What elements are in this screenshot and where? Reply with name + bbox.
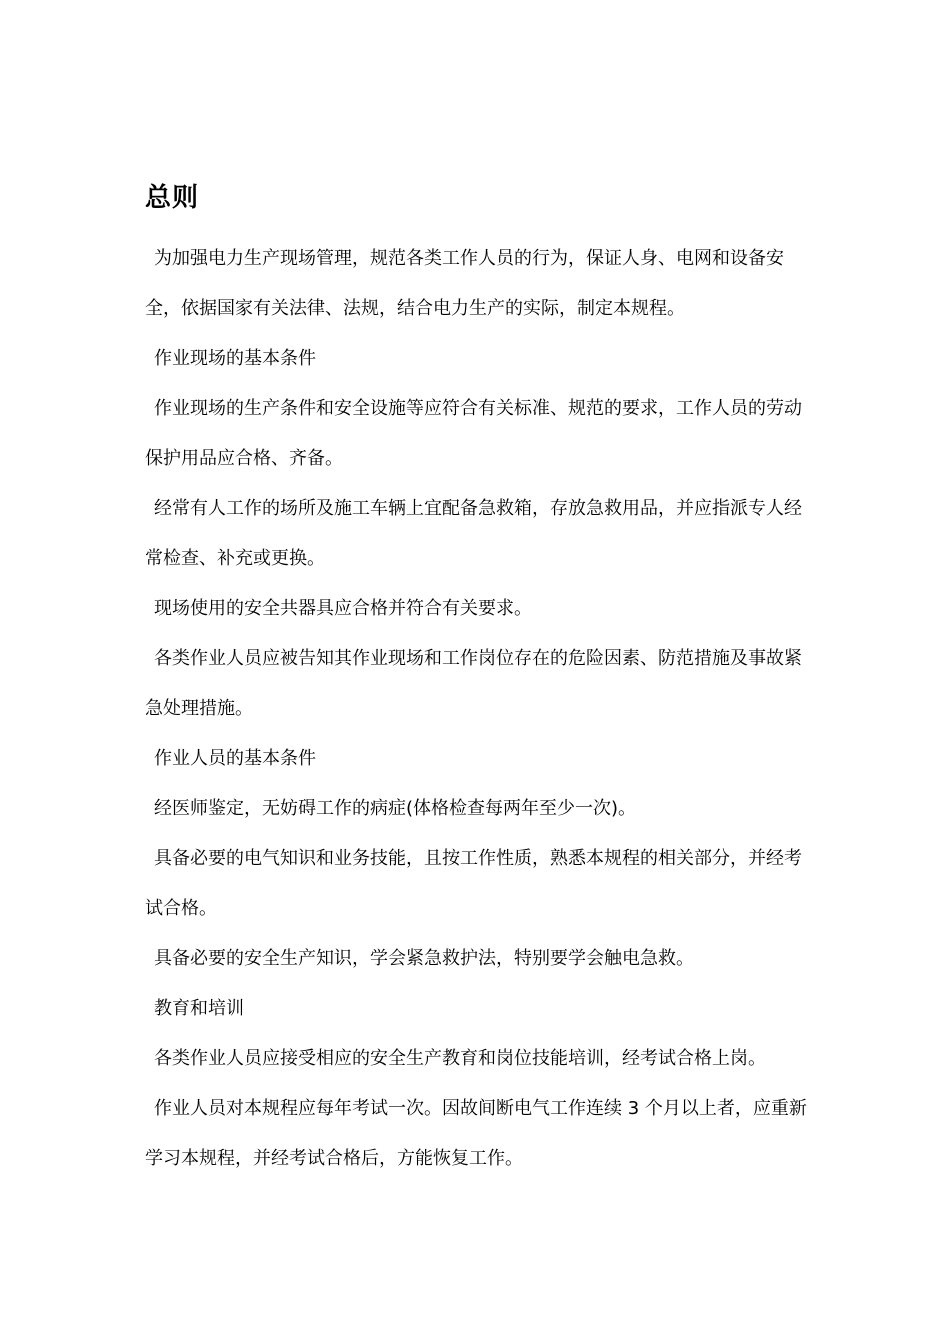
section-heading-training: 教育和培训 xyxy=(154,998,244,1019)
paragraph-training-requirement: 各类作业人员应接受相应的安全生产教育和岗位技能培训，经考试合格上岗。 xyxy=(154,1048,766,1069)
paragraph-first-aid-kit: 经常有人工作的场所及施工车辆上宜配备急救箱，存放急救用品，并应指派专人经常检查、补充或更换。 xyxy=(145,498,802,569)
paragraph-purpose: 为加强电力生产现场管理，规范各类工作人员的行为，保证人身、电网和设备安全，依据国家有关法律、法规，结合电力生产的实际，制定本规程。 xyxy=(145,248,784,319)
section-heading-site-conditions: 作业现场的基本条件 xyxy=(154,348,316,369)
section-heading-personnel-conditions: 作业人员的基本条件 xyxy=(154,748,316,769)
paragraph-annual-exam: 作业人员对本规程应每年考试一次。因故间断电气工作连续 3 个月以上者，应重新学习本规程，并经考试合格后，方能恢复工作。 xyxy=(145,1098,807,1169)
document-body xyxy=(145,234,810,1184)
paragraph-safety-knowledge: 具备必要的安全生产知识，学会紧急救护法，特别要学会触电急救。 xyxy=(154,948,694,969)
paragraph-site-facilities: 作业现场的生产条件和安全设施等应符合有关标准、规范的要求，工作人员的劳动保护用品应合格、齐备。 xyxy=(145,398,802,469)
paragraph-hazard-notice: 各类作业人员应被告知其作业现场和工作岗位存在的危险因素、防范措施及事故紧急处理措施。 xyxy=(145,648,802,719)
paragraph-electrical-knowledge: 具备必要的电气知识和业务技能，且按工作性质，熟悉本规程的相关部分，并经考试合格。 xyxy=(145,848,802,919)
paragraph-safety-tools: 现场使用的安全共器具应合格并符合有关要求。 xyxy=(154,598,532,619)
paragraph-medical-check: 经医师鉴定，无妨碍工作的病症(体格检查每两年至少一次)。 xyxy=(154,798,637,819)
document-content xyxy=(145,176,810,1184)
page-title: 总则 xyxy=(145,183,200,213)
